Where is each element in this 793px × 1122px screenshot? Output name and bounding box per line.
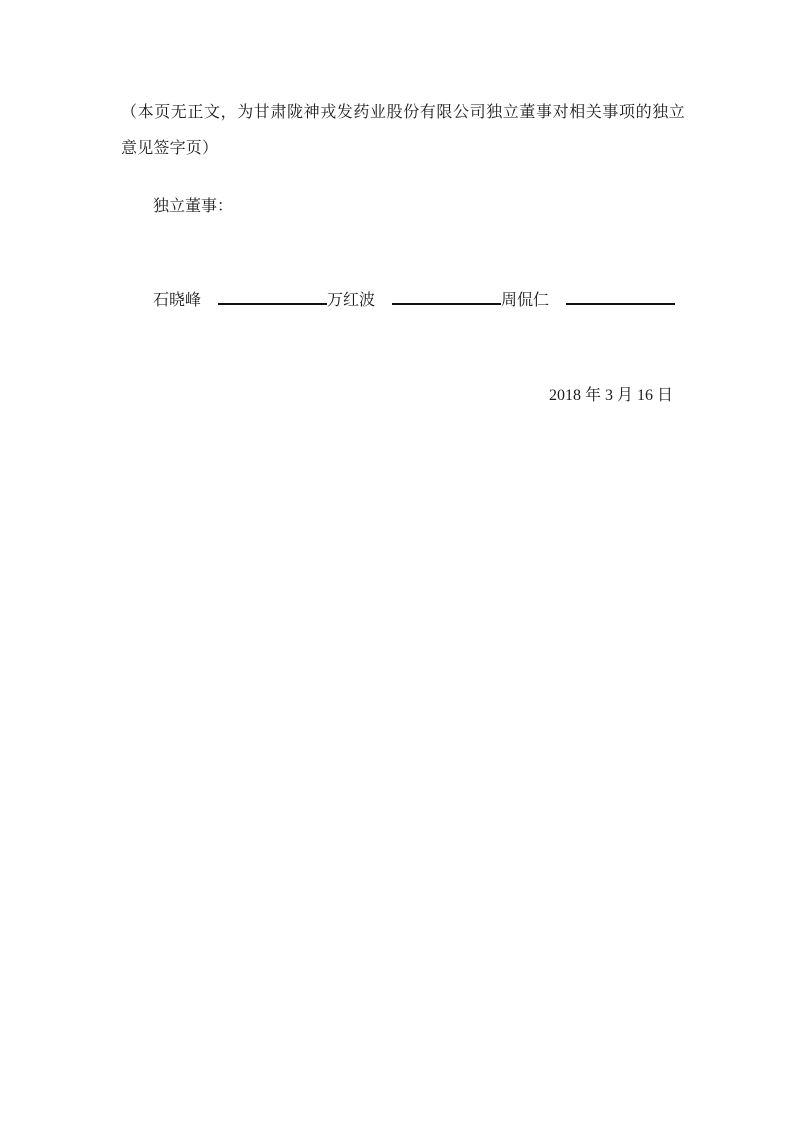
document-content bbox=[0, 0, 793, 414]
closing-note-paragraph: （本页无正文，为甘肃陇神戎发药业股份有限公司独立董事对相关事项的独立意见签字页） bbox=[121, 104, 685, 157]
signature-line bbox=[566, 289, 675, 305]
signature-line bbox=[218, 289, 327, 305]
signature-row bbox=[121, 283, 685, 319]
signer-name: 万红波 bbox=[327, 292, 376, 309]
signature-line bbox=[392, 289, 501, 305]
document-date: 2018 年 3 月 16 日 bbox=[548, 387, 673, 404]
signer-name: 周侃仁 bbox=[501, 292, 550, 309]
independent-directors-label: 独立董事： bbox=[153, 198, 234, 215]
signer-name: 石晓峰 bbox=[153, 292, 202, 309]
